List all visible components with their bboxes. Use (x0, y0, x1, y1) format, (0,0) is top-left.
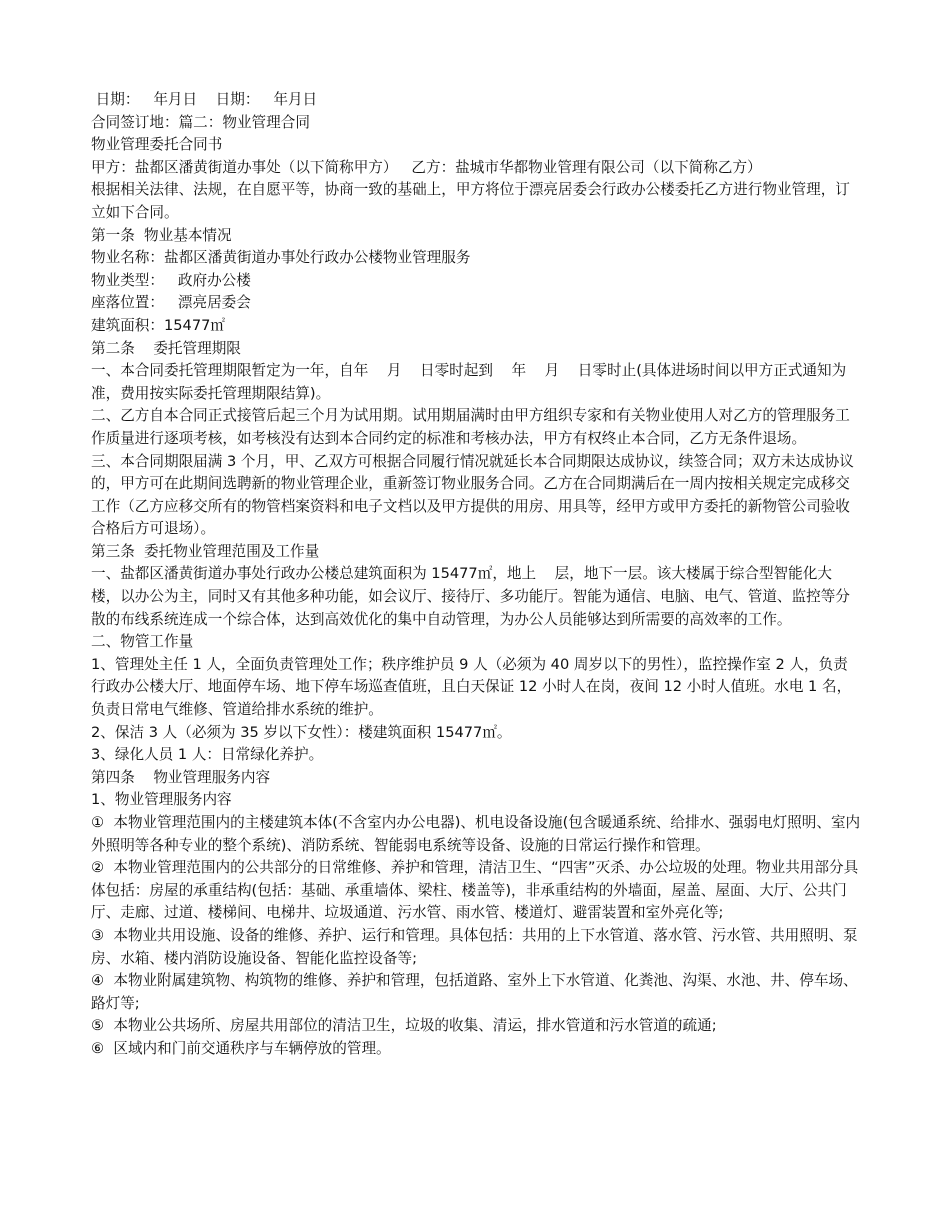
document-page (91, 89, 861, 1061)
building-area-line: 建筑面积：15477㎡ (91, 316, 225, 334)
service-item-5: ⑤ 本物业公共场所、房屋共用部位的清洁卫生，垃圾的收集、清运，排水管道和污水管道的疏通; (91, 1017, 717, 1035)
service-item-6: ⑥ 区域内和门前交通秩序与车辆停放的管理。 (91, 1039, 391, 1057)
contract-title: 物业管理委托合同书 (91, 136, 223, 154)
preamble-paragraph: 根据相关法律、法规，在自愿平等，协商一致的基础上，甲方将位于漂亮居委会行政办公楼委托乙方进行物业管理，订立如下合同。 (91, 181, 850, 221)
parties-line: 甲方：盐都区潘黄街道办事处（以下简称甲方） 乙方：盐城市华都物业管理有限公司（以下简称乙方） (91, 158, 762, 176)
property-type-line: 物业类型： 政府办公楼 (91, 271, 251, 289)
property-name-line: 物业名称：盐都区潘黄街道办事处行政办公楼物业管理服务 (91, 249, 471, 267)
service-item-3: ③ 本物业共用设施、设备的维修、养护、运行和管理。具体包括：共用的上下水管道、落水管、污水管、共用照明、泵房、水箱、楼内消防设施设备、智能化监控设备等; (91, 926, 858, 967)
service-item-1: ① 本物业管理范围内的主楼建筑本体(不含室内办公电器)、机电设备设施(包含暖通系统、给排水、强弱电灯照明、室内外照明等各种专业的整个系统)、消防系统、智能弱电系统等设备、设施的日常运行操作和管理。 (91, 814, 861, 854)
workload-item-2: 2、保洁 3 人（必须为 35 岁以下女性）：楼建筑面积 15477㎡。 (91, 723, 512, 741)
workload-heading: 二、物管工作量 (91, 633, 194, 651)
service-content-heading: 1、物业管理服务内容 (91, 791, 232, 809)
signing-place-line: 合同签订地：篇二：物业管理合同 (91, 113, 310, 131)
article-2-clause-2: 二、乙方自本合同正式接管后起三个月为试用期。试用期届满时由甲方组织专家和有关物业使用人对乙方的管理服务工作质量进行逐项考核，如考核没有达到本合同约定的标准和考核办法，甲方有权终止本合同，乙方无条件退场。 (91, 407, 850, 447)
article-1-heading: 第一条 物业基本情况 (91, 226, 232, 244)
workload-item-3: 3、绿化人员 1 人：日常绿化养护。 (91, 746, 324, 764)
service-item-2: ② 本物业管理范围内的公共部分的日常维修、养护和管理，清洁卫生、“四害”灭杀、办公垃圾的处理。物业共用部分具体包括：房屋的承重结构(包括：基础、承重墙体、梁柱、楼盖等)，非承重结构的外墙面，屋盖、屋面、大厅、公共门厅、走廊、过道、楼梯间、电梯井、垃圾通道、污水管、雨水管、楼道灯、避雷装置和室外亮化等; (91, 859, 859, 922)
article-2-clause-3: 三、本合同期限届满 3 个月，甲、乙双方可根据合同履行情况就延长本合同期限达成协议，续签合同；双方未达成协议的，甲方可在此期间选聘新的物业管理企业，重新签订物业服务合同。乙方在合同期满后在一周内按相关规定完成移交工作（乙方应移交所有的物管档案资料和电子文档以及甲方提供的用房、用具等，经甲方或甲方委托的新物管公司验收合格后方可退场）。 (91, 452, 854, 538)
article-3-heading: 第三条 委托物业管理范围及工作量 (91, 542, 320, 560)
signing-date-line: 日期： 年月日 日期： 年月日 (91, 91, 318, 108)
article-2-heading: 第二条 委托管理期限 (91, 339, 241, 357)
article-3-clause-1: 一、盐都区潘黄街道办事处行政办公楼总建筑面积为 15477㎡，地上 层，地下一层。该大楼属于综合型智能化大楼，以办公为主，同时又有其他多种功能，如会议厅、接待厅、多功能厅。智能为通信、电脑、电气、管道、监控等分散的布线系统连成一个综合体，达到高效优化的集中自动管理，为办公人员能够达到所需要的高效率的工作。 (91, 565, 850, 628)
property-location-line: 座落位置： 漂亮居委会 (91, 294, 251, 312)
article-2-clause-1: 一、本合同委托管理期限暂定为一年，自年 月 日零时起到 年 月 日零时止(具体进场时间以甲方正式通知为准，费用按实际委托管理期限结算)。 (91, 362, 847, 402)
service-item-4: ④ 本物业附属建筑物、构筑物的维修、养护和管理，包括道路、室外上下水管道、化粪池、沟渠、水池、井、停车场、路灯等; (91, 972, 858, 1012)
workload-item-1: 1、管理处主任 1 人，全面负责管理处工作；秩序维护员 9 人（必须为 40 周岁以下的男性），监控操作室 2 人，负责行政办公楼大厅、地面停车场、地下停车场巡查值班，且白天保证 12 小时人在岗，夜间 12 小时人值班。水电 1 名，负责日常电气维修、管道给排水系统的维护。 (91, 655, 852, 719)
article-4-heading: 第四条 物业管理服务内容 (91, 768, 271, 786)
